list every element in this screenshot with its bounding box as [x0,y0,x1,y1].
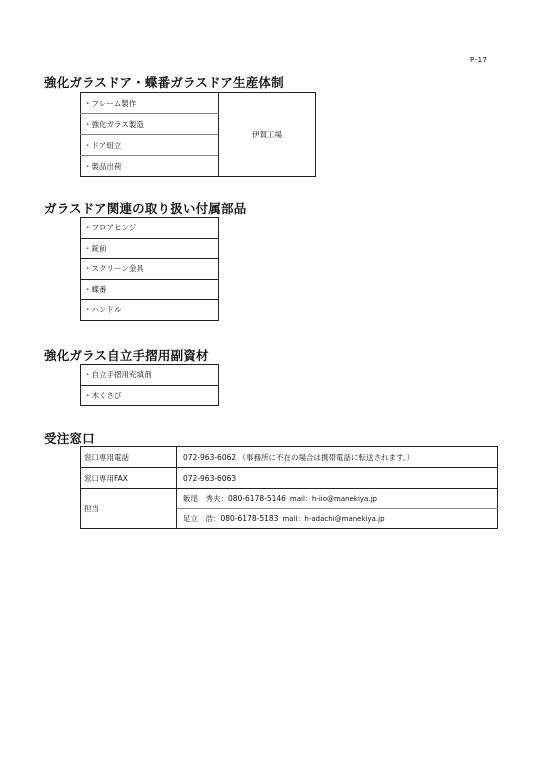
contact-person: 足立 浩：080-6178-5183 [183,514,279,523]
production-item: ・ドア組立 [81,135,219,156]
railing-item: ・木くさび [81,385,219,406]
contact-mail: mail：h-iio@manekiya.jp [289,495,377,503]
fax-value: 072-963-6063 [177,468,498,489]
railing-item: ・自立手摺用充填剤 [81,365,219,386]
parts-item: ・蝶番 [81,279,219,300]
fax-label: 窓口専用FAX [81,468,177,489]
phone-label: 窓口専用電話 [81,447,177,468]
contact-label: 担当 [81,489,177,529]
parts-item: ・スクリーン金具 [81,259,219,280]
section-heading-parts: ガラスドア関連の取り扱い付属部品 [44,201,247,216]
railing-table [80,364,219,406]
production-item: ・製品出荷 [81,156,219,177]
section-heading-railing: 強化ガラス自立手摺用副資材 [44,348,209,363]
page-number: P-17 [470,56,488,64]
order-contact-table [80,446,498,529]
production-item: ・強化ガラス製造 [81,114,219,135]
parts-table [80,217,219,321]
contact-mail: mail：h-adachi@manekiya.jp [282,515,385,523]
section-heading-production: 強化ガラスドア・蝶番ガラスドア生産体制 [44,75,284,90]
factory-cell: 伊賀工場 [219,93,316,177]
production-item: ・フレーム製作 [81,93,219,114]
phone-value: 072-963-6062 （事務所に不在の場合は携帯電話に転送されます。） [177,447,498,468]
parts-item: ・ハンドル [81,300,219,321]
parts-item: ・フロアヒンジ [81,218,219,239]
contact-entry [177,509,498,529]
production-table [80,92,316,177]
contact-person: 飯尾 秀夫：080-6178-5146 [183,494,286,503]
section-heading-orders: 受注窓口 [44,431,95,446]
parts-item: ・錠前 [81,238,219,259]
contact-entry [177,489,498,509]
